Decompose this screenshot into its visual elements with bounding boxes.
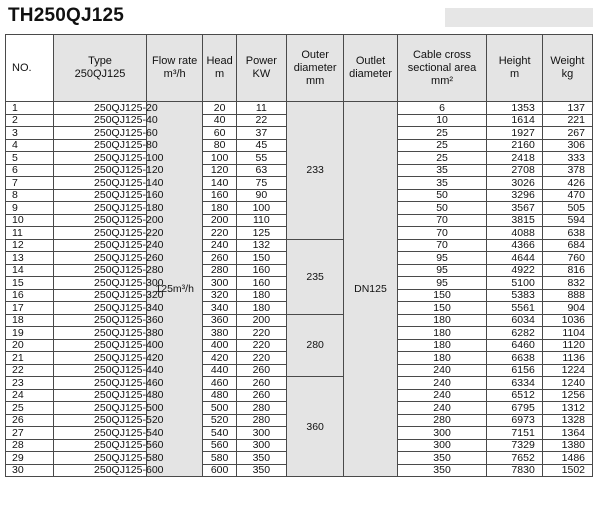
header-power: Power KW xyxy=(236,35,286,102)
cell-type: 250QJ125-480 xyxy=(54,389,147,402)
cell-head: 420 xyxy=(203,352,236,365)
cell-cable: 95 xyxy=(397,264,487,277)
cell-power: 100 xyxy=(236,202,286,215)
cell-power: 150 xyxy=(236,252,286,265)
cell-power: 220 xyxy=(236,327,286,340)
cell-weight: 505 xyxy=(542,202,592,215)
cell-power: 132 xyxy=(236,239,286,252)
cell-height: 3296 xyxy=(487,189,542,202)
cell-power: 220 xyxy=(236,352,286,365)
cell-no: 4 xyxy=(6,139,54,152)
cell-no: 6 xyxy=(6,164,54,177)
cell-cable: 95 xyxy=(397,277,487,290)
cell-weight: 1328 xyxy=(542,414,592,427)
cell-cable: 240 xyxy=(397,377,487,390)
cell-weight: 888 xyxy=(542,289,592,302)
cell-height: 4644 xyxy=(487,252,542,265)
cell-height: 6512 xyxy=(487,389,542,402)
cell-head: 100 xyxy=(203,152,236,165)
cell-height: 7151 xyxy=(487,427,542,440)
cell-cable: 6 xyxy=(397,102,487,115)
cell-cable: 150 xyxy=(397,302,487,315)
cell-no: 29 xyxy=(6,452,54,465)
cell-no: 15 xyxy=(6,277,54,290)
title-decoration-bar xyxy=(445,8,593,27)
cell-no: 2 xyxy=(6,114,54,127)
cell-cable: 70 xyxy=(397,227,487,240)
table-body xyxy=(6,102,593,477)
cell-power: 180 xyxy=(236,289,286,302)
cell-no: 23 xyxy=(6,377,54,390)
cell-power: 180 xyxy=(236,302,286,315)
cell-no: 3 xyxy=(6,127,54,140)
cell-head: 140 xyxy=(203,177,236,190)
cell-type: 250QJ125-240 xyxy=(54,239,147,252)
cell-height: 5100 xyxy=(487,277,542,290)
cell-cable: 25 xyxy=(397,152,487,165)
cell-power: 90 xyxy=(236,189,286,202)
cell-cable: 10 xyxy=(397,114,487,127)
table-row xyxy=(6,377,593,390)
cell-weight: 1256 xyxy=(542,389,592,402)
cell-no: 25 xyxy=(6,402,54,415)
cell-weight: 1502 xyxy=(542,464,592,477)
cell-weight: 137 xyxy=(542,102,592,115)
cell-head: 240 xyxy=(203,239,236,252)
cell-no: 19 xyxy=(6,327,54,340)
cell-type: 250QJ125-540 xyxy=(54,427,147,440)
cell-type: 250QJ125-460 xyxy=(54,377,147,390)
cell-cable: 95 xyxy=(397,252,487,265)
cell-height: 6795 xyxy=(487,402,542,415)
cell-height: 1353 xyxy=(487,102,542,115)
cell-head: 160 xyxy=(203,189,236,202)
cell-head: 440 xyxy=(203,364,236,377)
cell-type: 250QJ125-560 xyxy=(54,439,147,452)
cell-head: 580 xyxy=(203,452,236,465)
cell-cable: 350 xyxy=(397,464,487,477)
cell-head: 400 xyxy=(203,339,236,352)
header-row xyxy=(6,35,593,102)
cell-power: 260 xyxy=(236,364,286,377)
cell-no: 12 xyxy=(6,239,54,252)
cell-head: 460 xyxy=(203,377,236,390)
cell-height: 6460 xyxy=(487,339,542,352)
cell-power: 37 xyxy=(236,127,286,140)
cell-cable: 350 xyxy=(397,452,487,465)
cell-head: 80 xyxy=(203,139,236,152)
cell-type: 250QJ125-340 xyxy=(54,302,147,315)
header-height: Height m xyxy=(487,35,542,102)
cell-height: 1927 xyxy=(487,127,542,140)
cell-weight: 832 xyxy=(542,277,592,290)
cell-cable: 70 xyxy=(397,214,487,227)
cell-head: 380 xyxy=(203,327,236,340)
cell-head: 560 xyxy=(203,439,236,452)
cell-type: 250QJ125-500 xyxy=(54,402,147,415)
cell-cable: 180 xyxy=(397,314,487,327)
cell-power: 110 xyxy=(236,214,286,227)
cell-height: 6973 xyxy=(487,414,542,427)
header-outer-diameter: Outer diameter mm xyxy=(286,35,343,102)
cell-head: 500 xyxy=(203,402,236,415)
cell-power: 63 xyxy=(236,164,286,177)
cell-power: 350 xyxy=(236,452,286,465)
cell-head: 480 xyxy=(203,389,236,402)
cell-weight: 267 xyxy=(542,127,592,140)
cell-head: 320 xyxy=(203,289,236,302)
cell-type: 250QJ125-420 xyxy=(54,352,147,365)
cell-outer-diameter: 280 xyxy=(286,314,343,377)
cell-power: 300 xyxy=(236,427,286,440)
cell-head: 220 xyxy=(203,227,236,240)
cell-type: 250QJ125-100 xyxy=(54,152,147,165)
cell-no: 13 xyxy=(6,252,54,265)
cell-no: 24 xyxy=(6,389,54,402)
cell-type: 250QJ125-200 xyxy=(54,214,147,227)
cell-weight: 760 xyxy=(542,252,592,265)
cell-type: 250QJ125-140 xyxy=(54,177,147,190)
cell-type: 250QJ125-600 xyxy=(54,464,147,477)
cell-height: 2160 xyxy=(487,139,542,152)
cell-weight: 1312 xyxy=(542,402,592,415)
cell-weight: 306 xyxy=(542,139,592,152)
cell-weight: 1036 xyxy=(542,314,592,327)
cell-head: 40 xyxy=(203,114,236,127)
cell-type: 250QJ125-380 xyxy=(54,327,147,340)
cell-power: 350 xyxy=(236,464,286,477)
cell-type: 250QJ125-280 xyxy=(54,264,147,277)
cell-head: 180 xyxy=(203,202,236,215)
cell-power: 280 xyxy=(236,414,286,427)
cell-cable: 180 xyxy=(397,352,487,365)
header-no: NO. xyxy=(6,35,54,102)
cell-weight: 1364 xyxy=(542,427,592,440)
cell-power: 260 xyxy=(236,377,286,390)
cell-type: 250QJ125-360 xyxy=(54,314,147,327)
cell-outer-diameter: 235 xyxy=(286,239,343,314)
cell-height: 3567 xyxy=(487,202,542,215)
cell-head: 340 xyxy=(203,302,236,315)
cell-weight: 1224 xyxy=(542,364,592,377)
cell-height: 3026 xyxy=(487,177,542,190)
cell-height: 6282 xyxy=(487,327,542,340)
cell-type: 250QJ125-520 xyxy=(54,414,147,427)
cell-head: 300 xyxy=(203,277,236,290)
cell-power: 200 xyxy=(236,314,286,327)
header-weight: Weight kg xyxy=(542,35,592,102)
cell-type: 250QJ125-440 xyxy=(54,364,147,377)
cell-no: 18 xyxy=(6,314,54,327)
cell-cable: 300 xyxy=(397,427,487,440)
cell-weight: 1136 xyxy=(542,352,592,365)
cell-head: 200 xyxy=(203,214,236,227)
cell-no: 30 xyxy=(6,464,54,477)
cell-power: 75 xyxy=(236,177,286,190)
cell-weight: 470 xyxy=(542,189,592,202)
cell-type: 250QJ125-220 xyxy=(54,227,147,240)
cell-weight: 1380 xyxy=(542,439,592,452)
cell-cable: 35 xyxy=(397,177,487,190)
cell-no: 1 xyxy=(6,102,54,115)
cell-cable: 25 xyxy=(397,127,487,140)
cell-height: 4922 xyxy=(487,264,542,277)
cell-cable: 50 xyxy=(397,202,487,215)
cell-no: 17 xyxy=(6,302,54,315)
cell-cable: 280 xyxy=(397,414,487,427)
cell-height: 6638 xyxy=(487,352,542,365)
cell-power: 160 xyxy=(236,277,286,290)
cell-weight: 1120 xyxy=(542,339,592,352)
cell-weight: 904 xyxy=(542,302,592,315)
cell-no: 21 xyxy=(6,352,54,365)
cell-type: 250QJ125-60 xyxy=(54,127,147,140)
cell-power: 55 xyxy=(236,152,286,165)
cell-no: 26 xyxy=(6,414,54,427)
cell-height: 5561 xyxy=(487,302,542,315)
cell-cable: 35 xyxy=(397,164,487,177)
cell-no: 8 xyxy=(6,189,54,202)
cell-power: 160 xyxy=(236,264,286,277)
cell-head: 260 xyxy=(203,252,236,265)
cell-weight: 333 xyxy=(542,152,592,165)
spec-table xyxy=(5,34,593,477)
cell-height: 3815 xyxy=(487,214,542,227)
cell-no: 10 xyxy=(6,214,54,227)
cell-type: 250QJ125-300 xyxy=(54,277,147,290)
cell-type: 250QJ125-180 xyxy=(54,202,147,215)
cell-no: 14 xyxy=(6,264,54,277)
cell-cable: 70 xyxy=(397,239,487,252)
cell-height: 7652 xyxy=(487,452,542,465)
cell-type: 250QJ125-160 xyxy=(54,189,147,202)
cell-cable: 150 xyxy=(397,289,487,302)
header-type: Type 250QJ125 xyxy=(54,35,147,102)
cell-height: 7329 xyxy=(487,439,542,452)
cell-type: 250QJ125-20 xyxy=(54,102,147,115)
cell-no: 22 xyxy=(6,364,54,377)
cell-outer-diameter: 360 xyxy=(286,377,343,477)
cell-head: 20 xyxy=(203,102,236,115)
cell-head: 520 xyxy=(203,414,236,427)
cell-power: 220 xyxy=(236,339,286,352)
cell-head: 280 xyxy=(203,264,236,277)
cell-type: 250QJ125-260 xyxy=(54,252,147,265)
cell-type: 250QJ125-80 xyxy=(54,139,147,152)
cell-cable: 240 xyxy=(397,364,487,377)
cell-height: 2418 xyxy=(487,152,542,165)
cell-weight: 816 xyxy=(542,264,592,277)
cell-height: 6034 xyxy=(487,314,542,327)
header-outlet-diameter: Outlet diameter xyxy=(344,35,397,102)
cell-power: 300 xyxy=(236,439,286,452)
header-cable: Cable cross sectional area mm² xyxy=(397,35,487,102)
cell-power: 260 xyxy=(236,389,286,402)
cell-cable: 240 xyxy=(397,389,487,402)
cell-no: 27 xyxy=(6,427,54,440)
cell-height: 2708 xyxy=(487,164,542,177)
cell-height: 6156 xyxy=(487,364,542,377)
cell-height: 4366 xyxy=(487,239,542,252)
cell-cable: 180 xyxy=(397,327,487,340)
cell-height: 6334 xyxy=(487,377,542,390)
cell-no: 20 xyxy=(6,339,54,352)
cell-power: 125 xyxy=(236,227,286,240)
cell-head: 600 xyxy=(203,464,236,477)
cell-no: 9 xyxy=(6,202,54,215)
cell-weight: 221 xyxy=(542,114,592,127)
cell-type: 250QJ125-40 xyxy=(54,114,147,127)
cell-head: 360 xyxy=(203,314,236,327)
table-row xyxy=(6,239,593,252)
cell-weight: 1240 xyxy=(542,377,592,390)
cell-type: 250QJ125-120 xyxy=(54,164,147,177)
header-head: Head m xyxy=(203,35,236,102)
cell-no: 16 xyxy=(6,289,54,302)
table-row xyxy=(6,102,593,115)
cell-cable: 240 xyxy=(397,402,487,415)
cell-head: 120 xyxy=(203,164,236,177)
cell-height: 5383 xyxy=(487,289,542,302)
cell-weight: 378 xyxy=(542,164,592,177)
cell-height: 7830 xyxy=(487,464,542,477)
cell-outer-diameter: 233 xyxy=(286,102,343,240)
cell-height: 1614 xyxy=(487,114,542,127)
cell-weight: 638 xyxy=(542,227,592,240)
cell-weight: 1104 xyxy=(542,327,592,340)
cell-weight: 426 xyxy=(542,177,592,190)
cell-weight: 684 xyxy=(542,239,592,252)
cell-outlet-diameter: DN125 xyxy=(344,102,397,477)
cell-power: 280 xyxy=(236,402,286,415)
cell-no: 5 xyxy=(6,152,54,165)
table-row xyxy=(6,314,593,327)
cell-head: 540 xyxy=(203,427,236,440)
cell-no: 7 xyxy=(6,177,54,190)
cell-power: 22 xyxy=(236,114,286,127)
cell-no: 28 xyxy=(6,439,54,452)
cell-cable: 180 xyxy=(397,339,487,352)
cell-power: 11 xyxy=(236,102,286,115)
page-title: TH250QJ125 xyxy=(8,5,125,26)
cell-flow-rate: 125m³/h xyxy=(146,102,202,477)
cell-type: 250QJ125-400 xyxy=(54,339,147,352)
cell-power: 45 xyxy=(236,139,286,152)
cell-type: 250QJ125-320 xyxy=(54,289,147,302)
cell-cable: 300 xyxy=(397,439,487,452)
cell-cable: 25 xyxy=(397,139,487,152)
cell-weight: 594 xyxy=(542,214,592,227)
cell-cable: 50 xyxy=(397,189,487,202)
header-flow-rate: Flow rate m³/h xyxy=(146,35,202,102)
cell-no: 11 xyxy=(6,227,54,240)
cell-weight: 1486 xyxy=(542,452,592,465)
cell-head: 60 xyxy=(203,127,236,140)
cell-type: 250QJ125-580 xyxy=(54,452,147,465)
cell-height: 4088 xyxy=(487,227,542,240)
